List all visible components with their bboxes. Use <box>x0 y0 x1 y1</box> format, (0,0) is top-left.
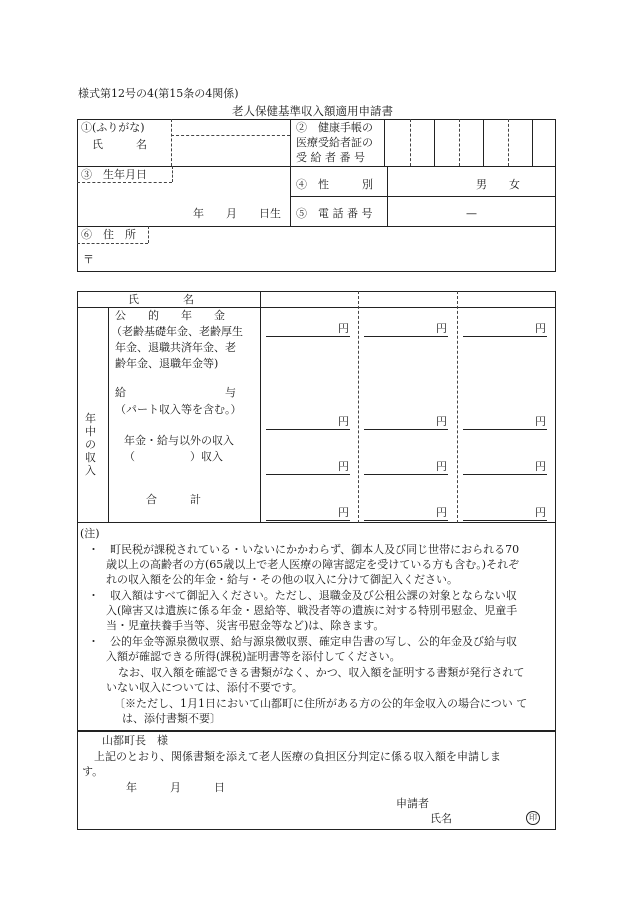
yen-other-2: 円 <box>436 460 447 473</box>
gender-options[interactable]: 男 女 <box>476 178 520 191</box>
yen-other-3: 円 <box>535 460 546 473</box>
income-column-2[interactable] <box>360 309 455 521</box>
income-name-header: 氏 名 <box>128 293 194 306</box>
note-2-line-3: 当・児童扶養手当等、災害弔慰金等など)は、除きます。 <box>106 619 385 632</box>
note-3-line-2: 入額が確認できる所得(課税)証明書等を添付してください。 <box>106 650 401 663</box>
yen-pension-1: 円 <box>338 322 349 335</box>
yen-pension-3: 円 <box>535 322 546 335</box>
applicant-label: 申請者 <box>396 797 429 810</box>
annual-income-side-label: 年中の収入 <box>85 412 96 477</box>
phone-label: ⑤ 電 話 番 号 <box>296 207 373 220</box>
address-label: ⑥ 住 所 <box>81 228 136 241</box>
public-pension-label: 公 的 年 金 <box>115 309 225 322</box>
income-column-1[interactable] <box>262 309 356 521</box>
gender-label: ④ 性 別 <box>296 178 373 191</box>
income-column-3[interactable] <box>459 309 554 521</box>
birth-date-format[interactable]: 年 月 日生 <box>193 207 281 220</box>
yen-total-1: 円 <box>338 506 349 519</box>
note-3-line-6: は、添付書類不要〕 <box>122 712 221 725</box>
public-pension-desc-1: （老齢基礎年金、老齢厚生 <box>111 325 243 338</box>
statement-line-2: す。 <box>82 765 104 778</box>
application-date[interactable]: 年 月 日 <box>126 781 225 794</box>
yen-pension-2: 円 <box>436 322 447 335</box>
note-3-line-4: いない収入については、添付不要です。 <box>106 681 303 694</box>
yen-salary-1: 円 <box>338 415 349 428</box>
yen-total-3: 円 <box>535 506 546 519</box>
seal-mark: 印 <box>526 811 540 825</box>
form-title: 老人保健基準収入額適用申請書 <box>232 104 393 118</box>
note-3-line-5: 〔※ただし、1月1日において山都町に住所がある方の公的年金収入の場合につい て <box>114 697 528 710</box>
recipient-number-field[interactable] <box>386 121 554 164</box>
postal-mark: 〒 <box>83 253 94 266</box>
insurance-label-1: ② 健康手帳の <box>296 121 373 134</box>
public-pension-desc-3: 齢年金、退職年金等) <box>115 357 219 370</box>
note-2-line-1: ・ 収入額はすべて御記入ください。ただし、退職金及び公租公課の対象とならない収 <box>88 589 517 602</box>
name-field[interactable] <box>173 137 288 164</box>
yen-salary-3: 円 <box>535 415 546 428</box>
other-income-type: （ ）収入 <box>124 450 223 463</box>
notes-heading: (注) <box>80 527 100 540</box>
note-1-line-2: 歳以上の高齢者の方(65歳以上で老人医療の障害認定を受けている方も含む。)それぞ <box>106 558 520 571</box>
addressee: 山都町長 様 <box>102 734 168 747</box>
note-2-line-2: 入(障害又は遺族に係る年金・恩給等、戦没者等の遺族に対する特別弔慰金、児童手 <box>106 604 518 617</box>
applicant-name-field[interactable] <box>456 810 522 827</box>
name-label-furigana: ①(ふりがな) <box>81 121 145 134</box>
applicant-name-label: 氏名 <box>430 812 452 825</box>
note-1-line-3: れの収入額を公的年金・給与・その他の収入に分けて御記入ください。 <box>106 573 458 586</box>
phone-field[interactable]: — <box>466 207 477 220</box>
note-3-line-3: なお、収入額を確認できる書類がなく、かつ、収入額を証明する書類が発行されて <box>118 666 525 679</box>
form-number: 様式第12号の4(第15条の4関係) <box>78 87 239 100</box>
statement-line-1: 上記のとおり、関係書類を添えて老人医療の負担区分判定に係る収入額を申請しま <box>94 750 501 763</box>
salary-label: 給 与 <box>115 386 236 399</box>
yen-total-2: 円 <box>436 506 447 519</box>
public-pension-desc-2: 年金、退職共済年金、老 <box>115 341 236 354</box>
yen-other-1: 円 <box>338 460 349 473</box>
insurance-label-3: 受 給 者 番 号 <box>296 151 365 164</box>
note-1-line-1: ・ 町民税が課税されている・いないにかかわらず、御本人及び同じ世帯におられる70 <box>88 543 520 556</box>
birth-date-label: ③ 生年月日 <box>81 168 147 181</box>
address-field[interactable] <box>98 246 552 268</box>
total-label: 合 計 <box>146 493 201 506</box>
yen-salary-2: 円 <box>436 415 447 428</box>
name-label: 氏 名 <box>92 138 147 151</box>
salary-desc: （パート収入等を含む。） <box>115 403 242 416</box>
note-3-line-1: ・ 公的年金等源泉徴収票、給与源泉徴収票、確定申告書の写し、公的年金及び給与収 <box>88 635 517 648</box>
insurance-label-2: 医療受給者証の <box>296 136 373 149</box>
other-income-label: 年金・給与以外の収入 <box>124 434 234 447</box>
